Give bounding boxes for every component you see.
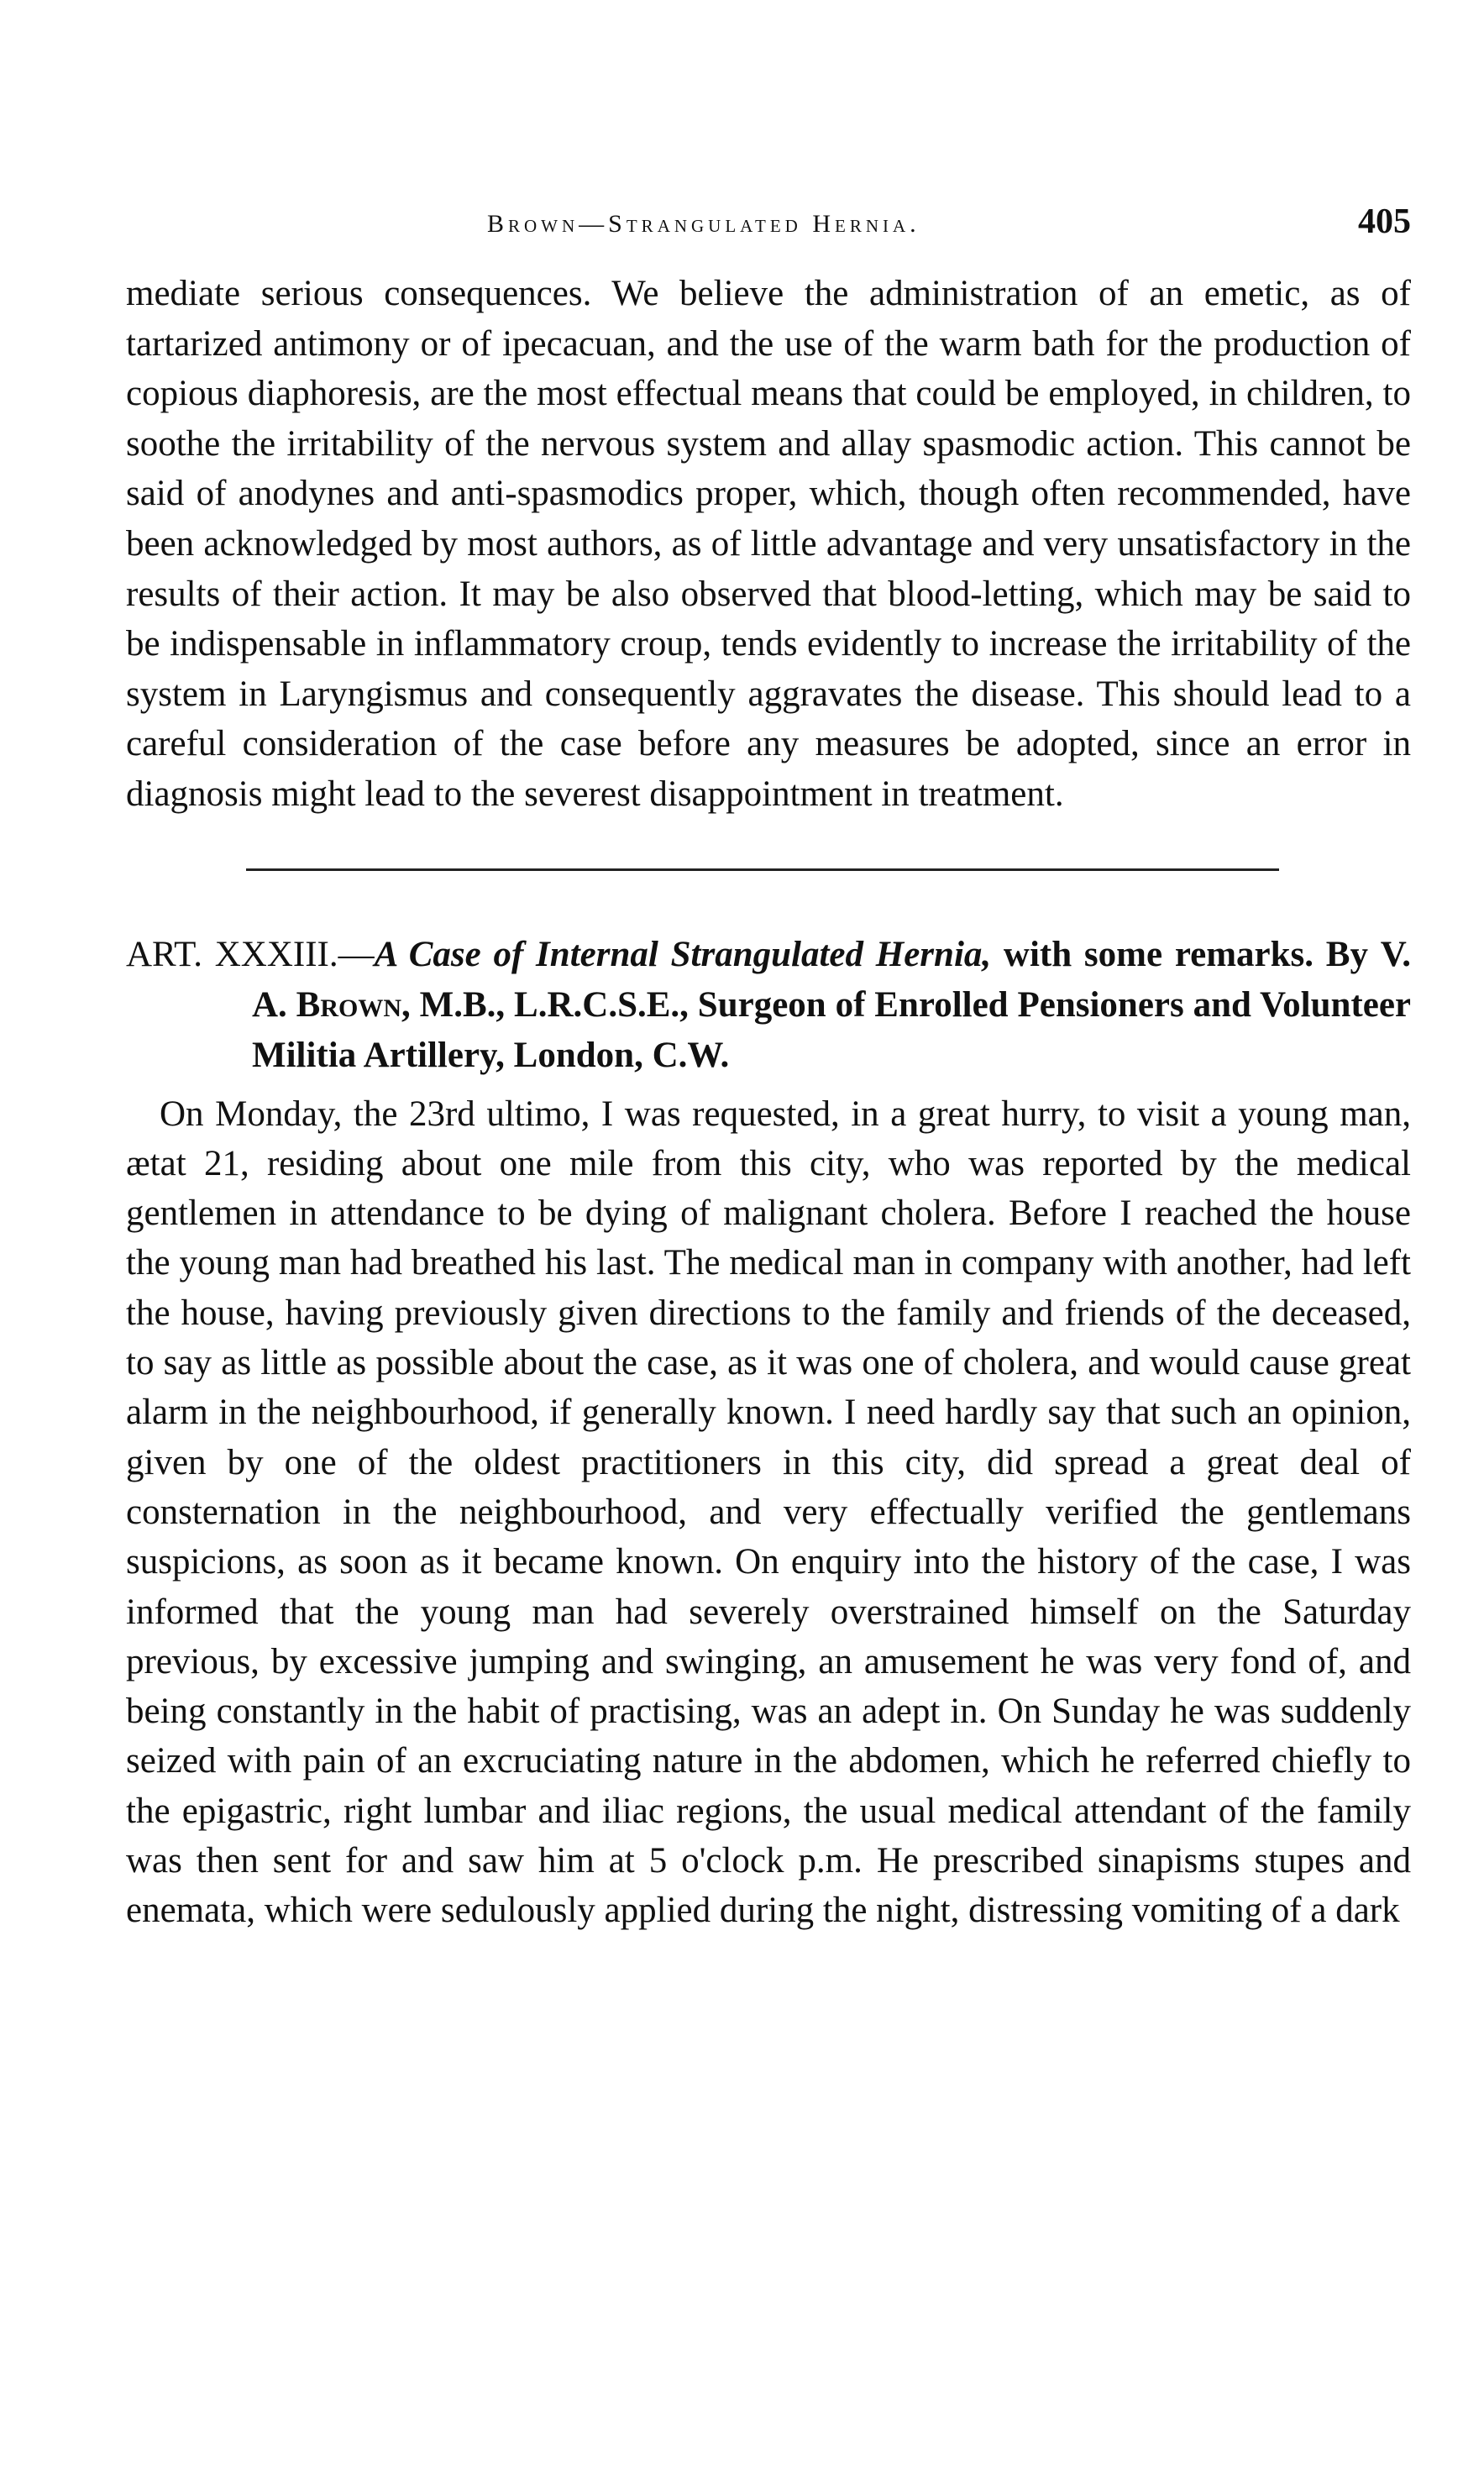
article-heading bbox=[126, 930, 1411, 1081]
article-title-suffix: with some remarks. By bbox=[991, 934, 1381, 974]
page-number: 405 bbox=[1358, 202, 1411, 241]
article-title: A Case of Internal Strangulated Hernia, bbox=[374, 934, 992, 974]
article-body-paragraph: On Monday, the 23rd ultimo, I was requested, in a great hurry, to visit a young man, ætat 21, residing about one mile from this city, who was reported by the medical gentlemen in attendance to be dying of malignant cholera. Before I reached the house the young man had breathed his last. The medical man in company with another, had left the house, having previously given directions to the family and friends of the deceased, to say as little as possible about the case, as it was one of cholera, and would cause great alarm in the neighbourhood, if generally known. I need hardly say that such an opinion, given by one of the oldest practitioners in this city, did spread a great deal of consternation in the neighbourhood, and very effectually verified the gentlemans suspicions, as soon as it became known. On enquiry into the history of the case, I was informed that the young man had severely overstrained himself on the Saturday previous, by excessive jumping and swinging, an amusement he was very fond of, and being constantly in the habit of practising, was an adept in. On Sunday he was suddenly seized with pain of an excruciating nature in the abdomen, which he referred chiefly to the epigastric, right lumbar and iliac regions, the usual medical attendant of the family was then sent for and saw him at 5 o'clock p.m. He prescribed sinapisms stupes and enemata, which were sedulously applied during the night, distressing vomiting of a dark bbox=[126, 1094, 1411, 1931]
running-head bbox=[126, 202, 1411, 252]
article-label: ART. XXXIII.— bbox=[126, 934, 375, 974]
running-title: Brown—Strangulated Hernia. bbox=[487, 210, 920, 238]
continued-paragraph: mediate serious consequences. We believe the administration of an emetic, as of tartarized antimony or of ipecacuan, and the use of the warm bath for the production of copious diaphoresis, are the most effectual means that could be employed, in children, to soothe the irritability of the nervous system and allay spasmodic action. This cannot be said of anodynes and anti-spasmodics proper, which, though often recommended, have been acknowledged by most authors, as of little advantage and very unsatisfactory in the results of their action. It may be also observed that blood-letting, which may be said to be indispensable in inflammatory croup, tends evidently to increase the irritability of the system in Laryngismus and consequently aggravates the disease. This should lead to a careful consideration of the case before any measures be adopted, since an error in diagnosis might lead to the severest disappointment in treatment. bbox=[126, 274, 1411, 814]
book-page bbox=[126, 202, 1411, 1936]
article-author: V. A. Brown, bbox=[252, 934, 1412, 1025]
article-credentials: M.B., L.R.C.S.E., Surgeon of Enrolled Pensioners and Volunteer Militia Artillery, London, C.W. bbox=[252, 984, 1411, 1075]
section-divider bbox=[246, 868, 1279, 871]
